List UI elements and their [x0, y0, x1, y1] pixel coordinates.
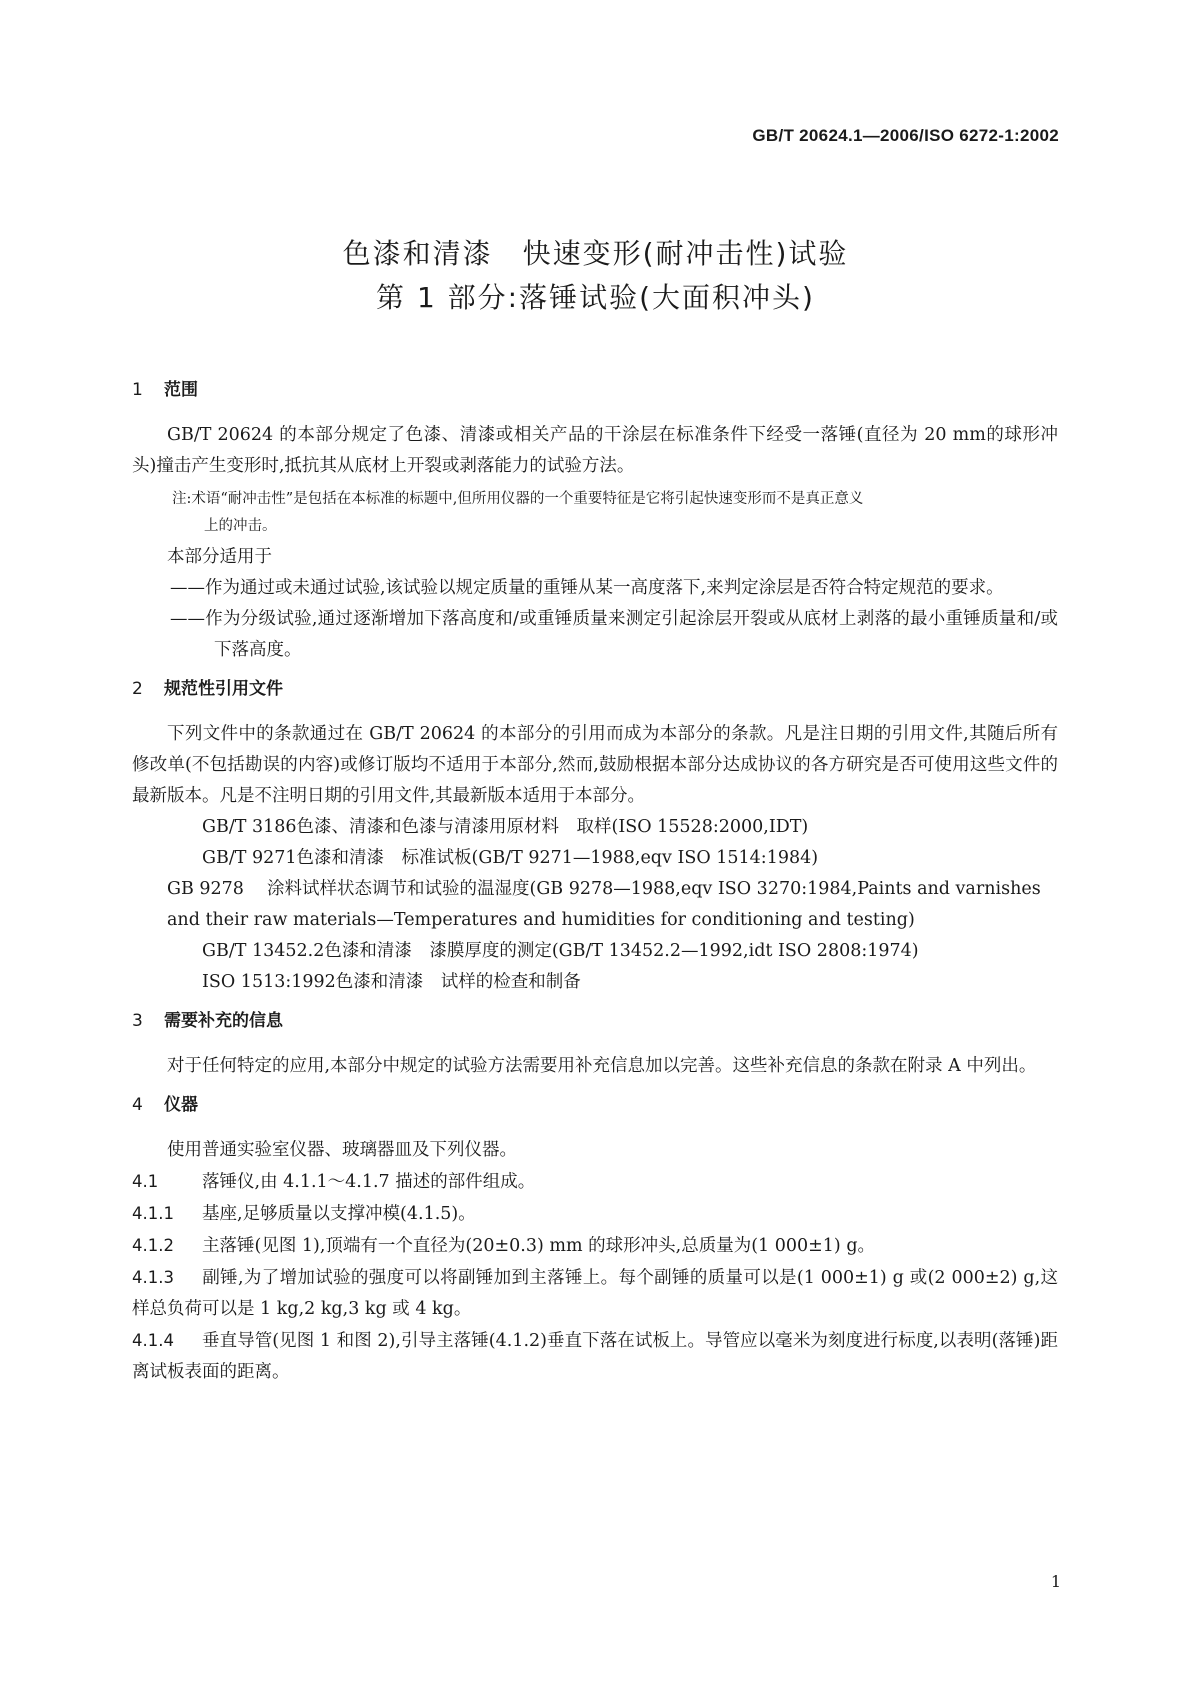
section-number: 3 [132, 1011, 143, 1031]
section-title: 需要补充的信息 [164, 1011, 283, 1031]
reference-code: GB 9278 [167, 879, 244, 899]
references-paragraph: 下列文件中的条款通过在 GB/T 20624 的本部分的引用而成为本部分的条款。凡是注日期的引用文件,其随后所有修改单(不包括勘误的内容)或修订版均不适用于本部分,然而,鼓励根据本部分达成协议的各方研究是否可使用这些文件的最新版本。凡是不注明日期的引用文件,其最新版本适用于本部分。 [132, 724, 1058, 806]
reference-item [132, 812, 1058, 843]
reference-text: 色漆和清漆 标准试板(GB/T 9271—1988,eqv ISO 1514:1984) [296, 848, 819, 868]
reference-text: 色漆和清漆 漆膜厚度的测定(GB/T 13452.2—1992,idt ISO 2808:1974) [324, 941, 919, 961]
reference-code: ISO 1513:1992 [202, 972, 336, 992]
section-title: 范围 [164, 380, 198, 400]
clause-item [132, 1198, 1058, 1230]
clause-number: 4.1.4 [132, 1331, 174, 1350]
page-number: 1 [1050, 1572, 1061, 1591]
note [172, 486, 1058, 540]
reference-text: 色漆和清漆 试样的检查和制备 [335, 972, 581, 992]
reference-item [132, 936, 1058, 967]
section-heading-normative-references [132, 674, 1058, 705]
standard-code: GB/T 20624.1—2006/ISO 6272-1:2002 [752, 126, 1059, 145]
section-heading-additional-info [132, 1006, 1058, 1037]
clause-item [132, 1262, 1058, 1325]
document-title-line1: 色漆和清漆 快速变形(耐冲击性)试验 [342, 237, 849, 270]
applies-to-intro: 本部分适用于 [167, 547, 272, 567]
clause-text: 基座,足够质量以支撑冲模(4.1.5)。 [202, 1204, 476, 1224]
additional-info-paragraph: 对于任何特定的应用,本部分中规定的试验方法需要用补充信息加以完善。这些补充信息的条款在附录 A 中列出。 [167, 1056, 1037, 1076]
clause-item [132, 1325, 1058, 1388]
reference-item [132, 843, 1058, 874]
list-item: ——作为分级试验,通过逐渐增加下落高度和/或重锤质量来测定引起涂层开裂或从底材上剥落的最小重锤质量和/或下落高度。 [170, 609, 1058, 660]
clause-item [132, 1166, 1058, 1198]
clause-number: 4.1.1 [132, 1204, 174, 1223]
clause-text: 副锤,为了增加试验的强度可以将副锤加到主落锤上。每个副锤的质量可以是(1 000±1) g 或(2 000±2) g,这样总负荷可以是 1 kg,2 kg,3 kg 或 4 kg。 [132, 1268, 1058, 1319]
section-title: 仪器 [164, 1095, 198, 1115]
note-continuation: 上的冲击。 [204, 518, 277, 534]
reference-item [132, 967, 1058, 998]
document-title-line2: 第 1 部分:落锤试验(大面积冲头) [376, 281, 815, 314]
section-number: 4 [132, 1095, 143, 1115]
reference-code: GB/T 13452.2 [202, 941, 325, 961]
note-text: 术语“耐冲击性”是包括在本标准的标题中,但所用仪器的一个重要特征是它将引起快速变形而不是真正意义 [191, 491, 864, 507]
reference-text: 色漆、清漆和色漆与清漆用原材料 取样(ISO 15528:2000,IDT) [296, 817, 809, 837]
section-number: 2 [132, 679, 143, 699]
note-label: 注: [172, 491, 192, 507]
document-body [132, 375, 1058, 1388]
scope-paragraph: GB/T 20624 的本部分规定了色漆、清漆或相关产品的干涂层在标准条件下经受一落锤(直径为 20 mm的球形冲头)撞击产生变形时,抵抗其从底材上开裂或剥落能力的试验方法。 [132, 425, 1058, 476]
section-title: 规范性引用文件 [164, 679, 283, 699]
clause-number: 4.1.3 [132, 1268, 174, 1287]
clause-text: 主落锤(见图 1),顶端有一个直径为(20±0.3) mm 的球形冲头,总质量为(1 000±1) g。 [202, 1236, 876, 1256]
section-heading-apparatus [132, 1090, 1058, 1121]
clause-text: 垂直导管(见图 1 和图 2),引导主落锤(4.1.2)垂直下落在试板上。导管应以毫米为刻度进行标度,以表明(落锤)距离试板表面的距离。 [132, 1331, 1058, 1382]
reference-code: GB/T 9271 [202, 848, 297, 868]
list-item: ——作为通过或未通过试验,该试验以规定质量的重锤从某一高度落下,来判定涂层是否符合特定规范的要求。 [170, 578, 1004, 598]
clause-text: 落锤仪,由 4.1.1～4.1.7 描述的部件组成。 [202, 1172, 536, 1192]
clause-number: 4.1.2 [132, 1236, 174, 1255]
section-number: 1 [132, 380, 143, 400]
apparatus-intro: 使用普通实验室仪器、玻璃器皿及下列仪器。 [167, 1140, 517, 1160]
reference-code: GB/T 3186 [202, 817, 297, 837]
clause-item [132, 1230, 1058, 1262]
reference-text: 涂料试样状态调节和试验的温湿度(GB 9278—1988,eqv ISO 3270:1984,Paints and varnishes and their raw materials—Temperatures and humidities for conditioning and testing) [167, 879, 1041, 930]
clause-number: 4.1 [132, 1172, 159, 1191]
section-heading-scope [132, 375, 1058, 406]
reference-item [132, 874, 1058, 936]
